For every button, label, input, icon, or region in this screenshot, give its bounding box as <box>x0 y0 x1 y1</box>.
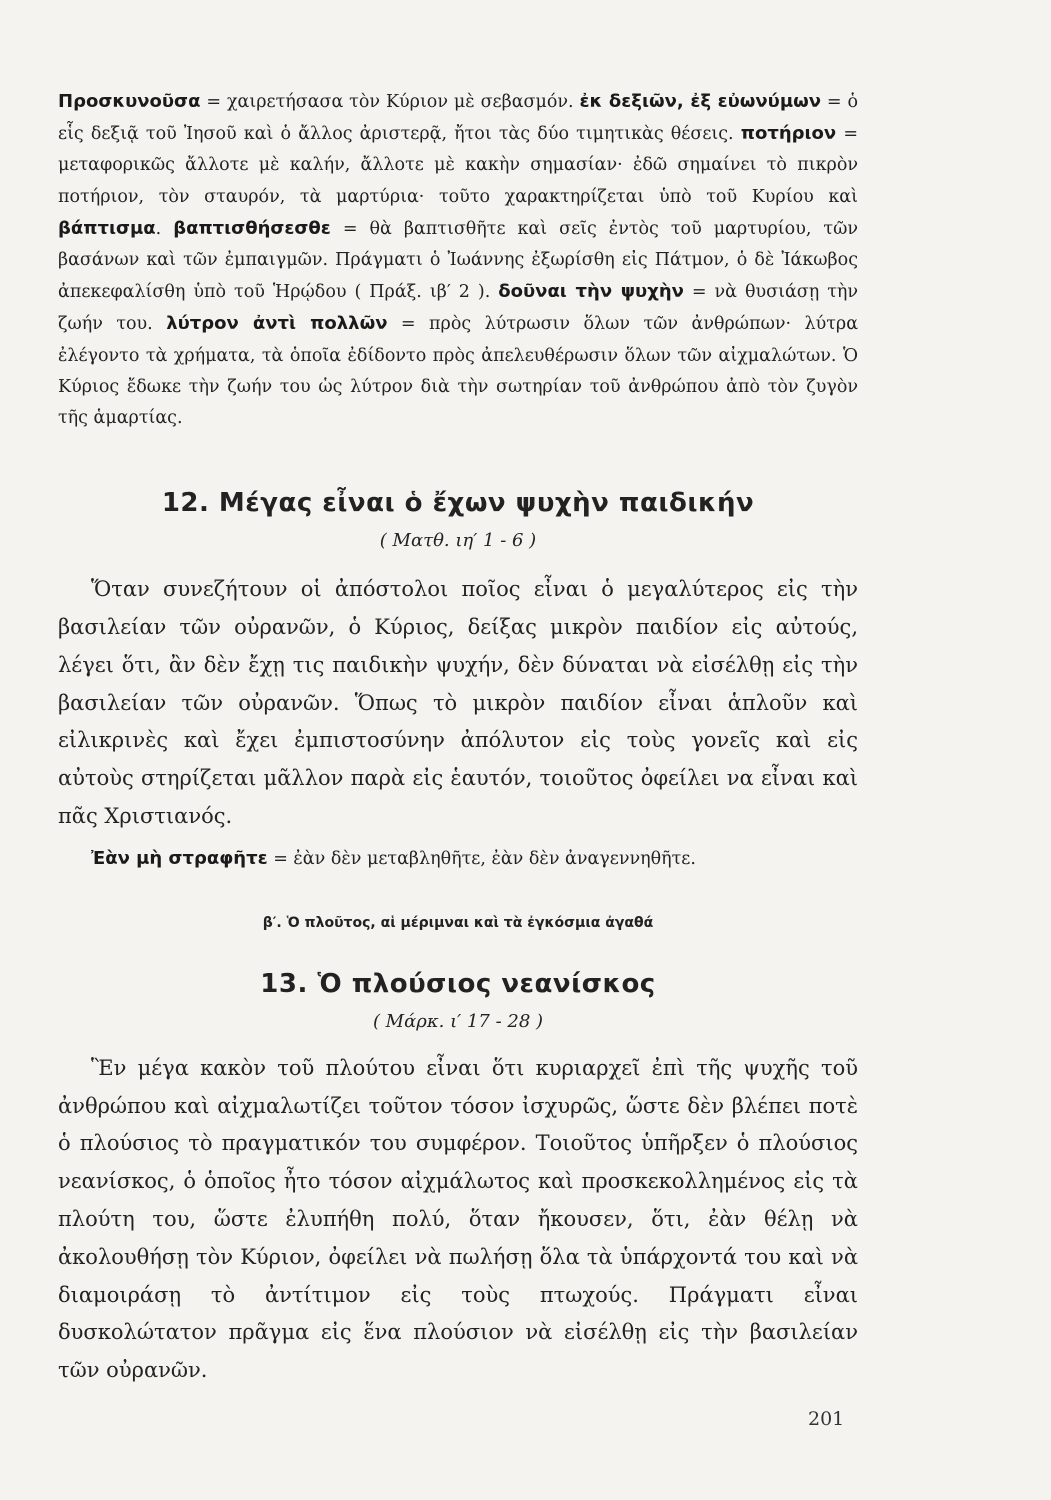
term-potirion: ποτήριον <box>740 123 837 145</box>
def-potirion: = μεταφορικῶς ἄλλοτε μὲ καλήν, ἄλλοτε μὲ κακὴν σημασίαν· ἐδῶ σημαίνει τὸ πικρὸν ποτήριον, τὸν σταυρόν, τὰ μαρτύρια· τοῦτο χαρακτηρίζεται ὑπὸ τοῦ Κυρίου καὶ <box>58 124 858 207</box>
section-12-title: 12. Μέγας εἶναι ὁ ἔχων ψυχὴν παιδικήν <box>161 488 755 519</box>
glossary-notes <box>58 86 858 434</box>
def-baptisma: . <box>155 218 174 239</box>
term-baptisthesesthe: βαπτισθήσεσθε <box>173 217 331 239</box>
term-proskynousa: Προσκυνοῦσα <box>58 91 201 112</box>
chapter-subheading: β′. Ὁ πλοῦτος, αἱ μέριμναι καὶ τὰ ἐγκόσμια ἀγαθά <box>262 914 654 931</box>
term-ean-mi-strafite: Ἐὰν μὴ στραφῆτε <box>91 847 268 869</box>
def-ean-mi-strafite: = ἐὰν δὲν μεταβληθῆτε, ἐὰν δὲν ἀναγεννηθῆτε. <box>267 848 696 869</box>
section-12-reference: ( Ματθ. ιη′ 1 - 6 ) <box>379 530 537 552</box>
def-dounai-psychin: = νὰ θυσιάσῃ τὴν ζωήν του. <box>58 282 859 335</box>
page-content <box>58 86 858 1390</box>
term-ek-dexion: ἐκ δεξιῶν, ἐξ εὐωνύμων <box>579 91 821 112</box>
section-13-reference: ( Μάρκ. ι′ 17 - 28 ) <box>372 1010 544 1032</box>
def-lytron: = πρὸς λύτρωσιν ὅλων τῶν ἀνθρώπων· λύτρα ἐλέγοντο τὰ χρήματα, τὰ ὁποῖα ἐδίδοντο πρὸς ἀπελευθέρωσιν ὅλων τῶν αἰχμαλώτων. Ὁ Κύριος ἔδωκε τὴν ζωήν του ὡς λύτρον διὰ τὴν σωτηρίαν τοῦ ἀνθρώπου ἀπὸ τὸν ζυγὸν τῆς ἁμαρτίας. <box>58 314 859 429</box>
section-12-body: Ὅταν συνεζήτουν οἱ ἀπόστολοι ποῖος εἶναι ὁ μεγαλύτερος εἰς τὴν βασιλείαν τῶν οὐρανῶν, ὁ Κύριος, δείξας μικρὸν παιδίον εἰς αὐτούς, λέγει ὅτι, ἂν δὲν ἔχῃ τις παιδικὴν ψυχήν, δὲν δύναται νὰ εἰσέλθῃ εἰς τὴν βασιλείαν τῶν οὐρανῶν. Ὅπως τὸ μικρὸν παιδίον εἶναι ἁπλοῦν καὶ εἰλικρινὲς καὶ ἔχει ἐμπιστοσύνην ἀπόλυτον εἰς τοὺς γονεῖς καὶ εἰς αὐτοὺς στηρίζεται μᾶλλον παρὰ εἰς ἑαυτόν, τοιοῦτος ὀφείλει να εἶναι καὶ πᾶς Χριστιανός. <box>58 577 858 829</box>
section-13-title: 13. Ὁ πλούσιος νεανίσκος <box>260 968 656 999</box>
section-13-body: Ἓν μέγα κακὸν τοῦ πλούτου εἶναι ὅτι κυριαρχεῖ ἐπὶ τῆς ψυχῆς τοῦ ἀνθρώπου καὶ αἰχμαλωτίζει τοῦτον τόσον ἰσχυρῶς, ὥστε δὲν βλέπει ποτὲ ὁ πλούσιος τὸ πραγματικόν του συμφέρον. Τοιοῦτος ὑπῆρξεν ὁ πλούσιος νεανίσκος, ὁ ὁποῖος ἦτο τόσον αἰχμάλωτος καὶ προσκεκολλημένος εἰς τὰ πλούτη του, ὥστε ἐλυπήθη πολύ, ὅταν ἤκουσεν, ὅτι, ἐὰν θέλῃ νὰ ἀκολουθήσῃ τὸν Κύριον, ὀφείλει νὰ πωλήσῃ ὅλα τὰ ὑπάρχοντά του καὶ νὰ διαμοιράσῃ τὸ ἀντίτιμον εἰς τοὺς πτωχούς. Πράγματι εἶναι δυσκολώτατον πρᾶγμα εἰς ἕνα πλούσιον νὰ εἰσέλθῃ εἰς τὴν βασιλείαν τῶν οὐρανῶν. <box>58 1055 858 1383</box>
def-baptisthesesthe: = θὰ βαπτισθῆτε καὶ σεῖς ἐντὸς τοῦ μαρτυρίου, τῶν βασάνων καὶ τῶν ἐμπαιγμῶν. Πράγματι ὁ Ἰωάννης ἐξωρίσθη εἰς Πάτμον, ὁ δὲ Ἰάκωβος ἀπεκεφαλίσθη ὑπὸ τοῦ Ἡρῴδου ( Πράξ. ιβ′ 2 ). <box>58 218 858 303</box>
page-number: 201 <box>808 1408 845 1430</box>
def-proskynousa: = χαιρετήσασα τὸν Κύριον μὲ σεβασμόν. <box>200 92 580 112</box>
term-dounai-psychin: δοῦναι τὴν ψυχὴν <box>498 281 684 303</box>
term-baptisma: βάπτισμα <box>58 217 156 239</box>
term-lytron: λύτρον ἀντὶ πολλῶν <box>166 313 388 335</box>
def-ek-dexion: = ὁ εἷς δεξιᾷ τοῦ Ἰησοῦ καὶ ὁ ἄλλος ἀριστερᾷ, ἤτοι τὰς δύο τιμητικὰς θέσεις. <box>58 92 859 145</box>
section-12-note <box>58 848 858 869</box>
